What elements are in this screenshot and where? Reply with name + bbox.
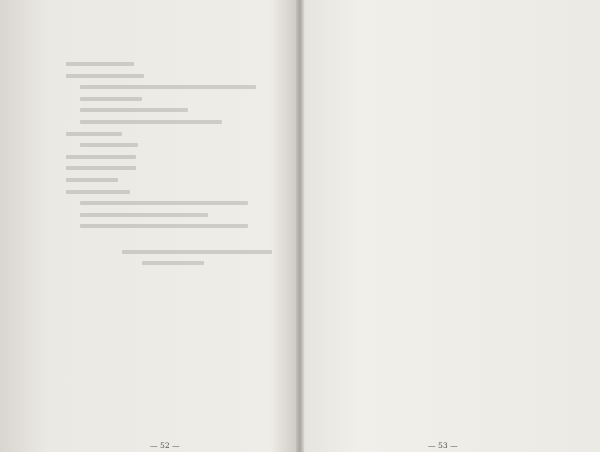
text-line [66,151,286,163]
text-line [66,220,286,232]
text-line [66,186,286,198]
page-number: — 53 — [428,441,458,450]
text-line [66,58,286,70]
text-line [66,81,286,93]
note-line [122,246,282,257]
text-line [66,104,286,116]
right-page [303,0,600,452]
text-line [66,174,286,186]
source-note [122,246,282,268]
text-line [66,197,286,209]
note-line [122,257,282,268]
left-page-text-block [66,58,286,232]
text-line [66,139,286,151]
text-line [66,209,286,221]
text-line [66,128,286,140]
text-line [66,70,286,82]
text-line [66,116,286,128]
text-line [66,93,286,105]
text-line [66,162,286,174]
left-page [0,0,297,452]
page-number: — 52 — [150,441,180,450]
